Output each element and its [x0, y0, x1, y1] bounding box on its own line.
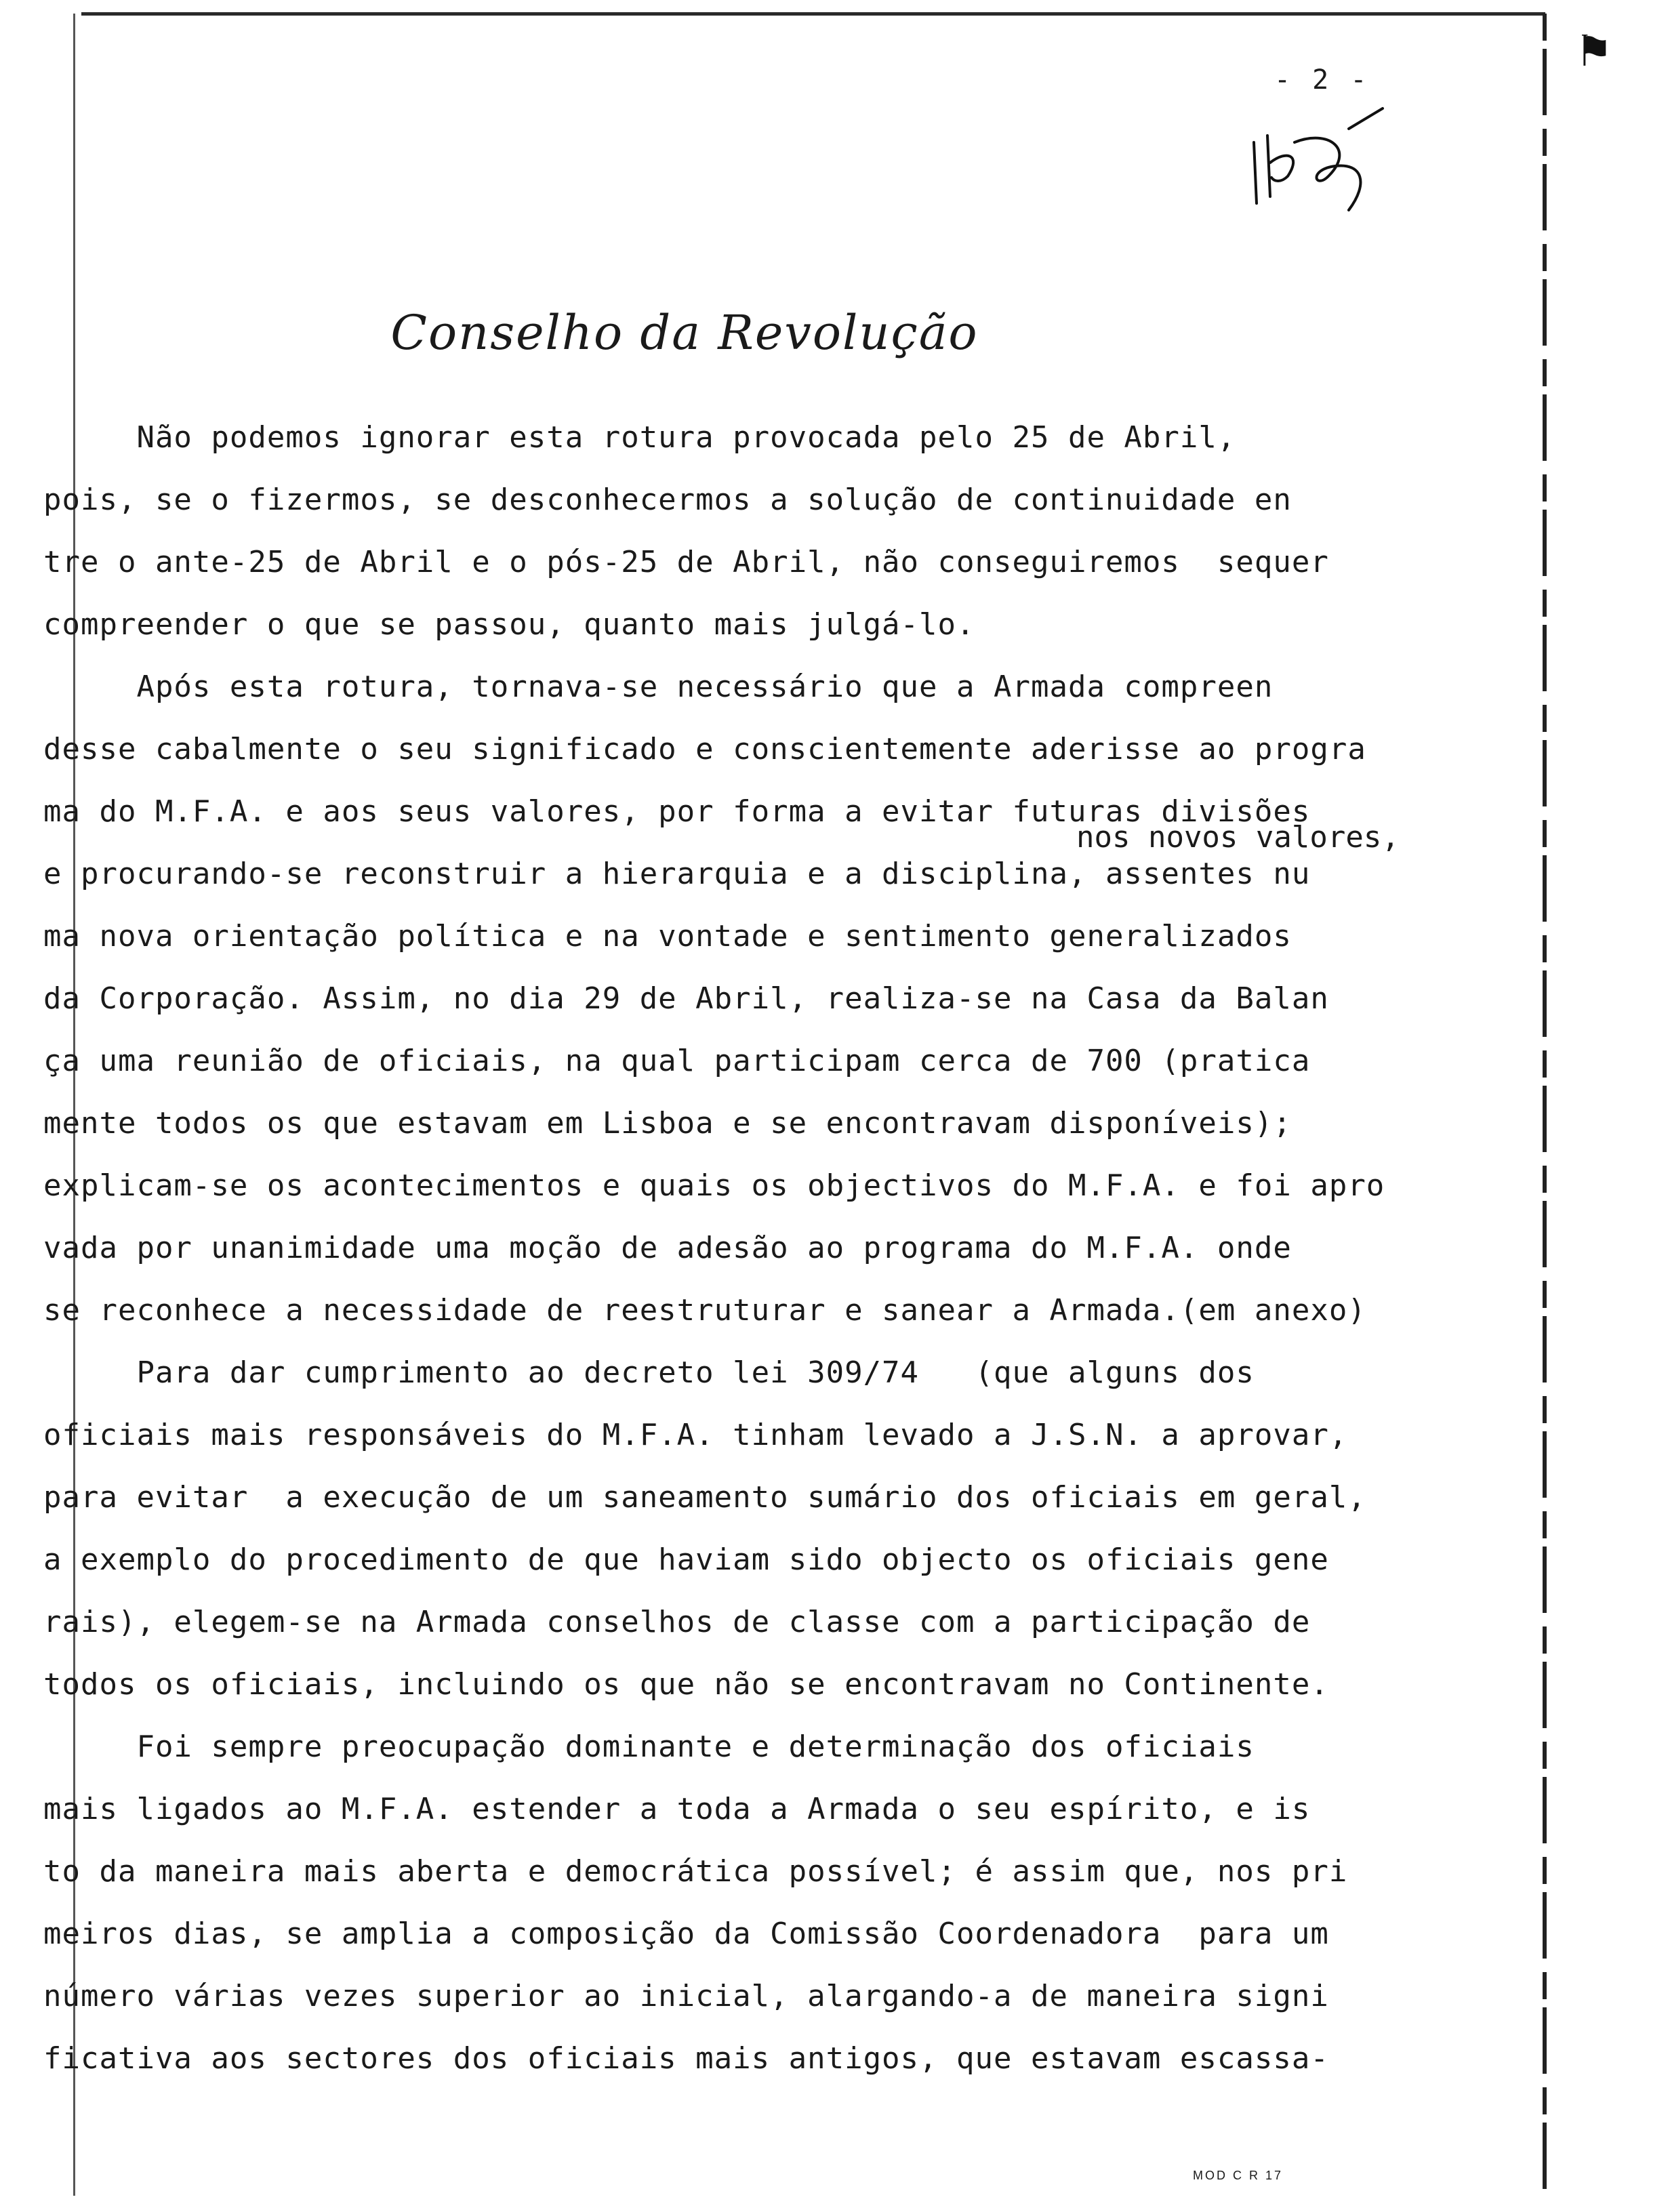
text-line: to da maneira mais aberta e democrática possível; é assim que, nos pri	[43, 1854, 1348, 1889]
right-edge-rule	[1543, 14, 1547, 2196]
text-line: ma nova orientação política e na vontade e sentimento generalizados	[43, 919, 1292, 954]
text-line: tre o ante-25 de Abril e o pós-25 de Abril, não conseguiremos sequer	[43, 545, 1329, 579]
text-line: todos os oficiais, incluindo os que não se encontravam no Continente.	[43, 1667, 1329, 1702]
text-line: desse cabalmente o seu significado e conscientemente aderisse ao progra	[43, 732, 1366, 766]
body-text	[43, 407, 1399, 2090]
text-line: oficiais mais responsáveis do M.F.A. tinham levado a J.S.N. a aprovar,	[43, 1418, 1348, 1452]
text-line: ficativa aos sectores dos oficiais mais antigos, que estavam escassa-	[43, 2041, 1329, 2076]
edge-mark-icon: ⚑	[1579, 20, 1609, 77]
text-line: compreender o que se passou, quanto mais julgá-lo.	[43, 607, 975, 642]
text-line: mais ligados ao M.F.A. estender a toda a Armada o seu espírito, e is	[43, 1792, 1311, 1826]
form-code: MOD C R 17	[1193, 2169, 1284, 2182]
text-line: ça uma reunião de oficiais, na qual participam cerca de 700 (pratica	[43, 1044, 1311, 1078]
top-edge-rule	[81, 12, 1545, 16]
text-line: Não podemos ignorar esta rotura provocada pelo 25 de Abril,	[43, 420, 1236, 455]
text-line: se reconhece a necessidade de reestruturar e sanear a Armada.(em anexo)	[43, 1293, 1366, 1328]
text-line: vada por unanimidade uma moção de adesão ao programa do M.F.A. onde	[43, 1231, 1292, 1265]
text-line: meiros dias, se amplia a composição da Comissão Coordenadora para um	[43, 1917, 1329, 1951]
text-line: rais), elegem-se na Armada conselhos de classe com a participação de	[43, 1605, 1311, 1639]
text-line: a exemplo do procedimento de que haviam sido objecto os oficiais gene	[43, 1542, 1329, 1577]
text-line: Foi sempre preocupação dominante e determinação dos oficiais	[43, 1729, 1255, 1764]
text-line: número várias vezes superior ao inicial, alargando-a de maneira signi	[43, 1979, 1329, 2013]
text-line: ma do M.F.A. e aos seus valores, por forma a evitar futuras divisões	[43, 794, 1311, 829]
text-line: explicam-se os acontecimentos e quais os objectivos do M.F.A. e foi apro	[43, 1168, 1385, 1203]
text-line: para evitar a execução de um saneamento sumário dos oficiais em geral,	[43, 1480, 1366, 1515]
text-line: da Corporação. Assim, no dia 29 de Abril, realiza-se na Casa da Balan	[43, 981, 1329, 1016]
typed-insertion: nos novos valores,	[1076, 820, 1400, 855]
text-line: e procurando-se reconstruir a hierarquia e a disciplina, assentes nu	[43, 857, 1311, 891]
text-line: pois, se o fizermos, se desconhecermos a solução de continuidade en	[43, 483, 1292, 517]
handwritten-initials	[1247, 102, 1389, 224]
letterhead-title: Conselho da Revolução	[390, 305, 979, 361]
text-line: Após esta rotura, tornava-se necessário que a Armada compreen	[43, 670, 1274, 704]
text-line: Para dar cumprimento ao decreto lei 309/74 (que alguns dos	[43, 1355, 1255, 1390]
page-number: - 2 -	[1274, 64, 1370, 96]
text-line: mente todos os que estavam em Lisboa e se encontravam disponíveis);	[43, 1106, 1292, 1141]
